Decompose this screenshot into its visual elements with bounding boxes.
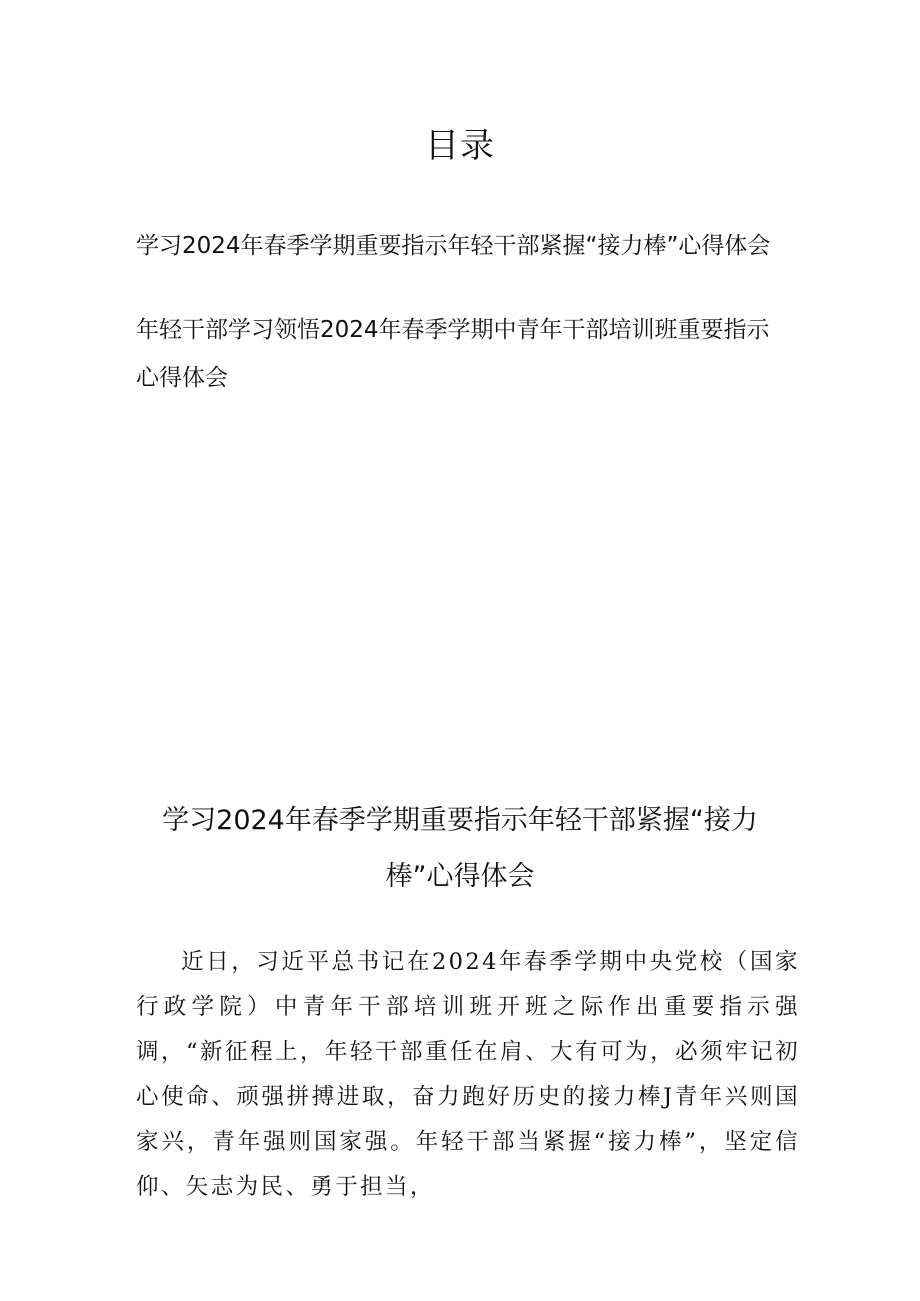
article-title: 学习2024年春季学期重要指示年轻干部紧握“接力棒”心得体会	[162, 805, 758, 892]
toc-item-2[interactable]: 年轻干部学习领悟2024年春季学期中青年干部培训班重要指示心得体会	[136, 317, 770, 391]
toc-title: 目录	[425, 126, 495, 166]
article-paragraph: 近日，习近平总书记在2024年春季学期中央党校（国家行政学院）中青年干部培训班开班之际作出重要指示强调，“新征程上，年轻干部重任在肩、大有可为，必须牢记初心使命、顽强拼搏进取，奋力跑好历史的接力棒J青年兴则国家兴，青年强则国家强。年轻干部当紧握“接力棒”，坚定信仰、矢志为民、勇于担当，	[136, 949, 800, 1200]
toc-item-1[interactable]: 学习2024年春季学期重要指示年轻干部紧握“接力棒”心得体会	[136, 233, 771, 259]
toc-list	[136, 222, 786, 438]
